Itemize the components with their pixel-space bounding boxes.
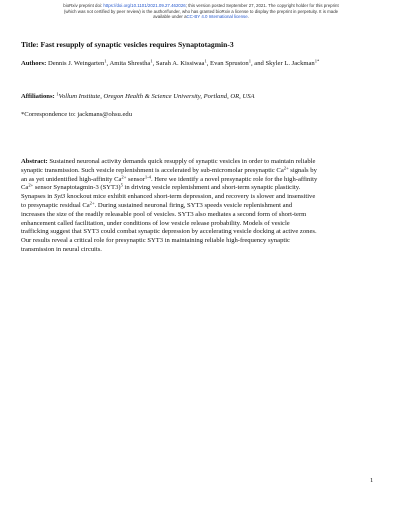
superscript: 1-4 — [144, 174, 151, 179]
banner-copyright-text: ; this version posted September 27, 2021. The copyright holder for this preprint — [185, 3, 339, 8]
affiliation-text: Vollum Institute, Oregon Health & Science University, Portland, OR, USA — [58, 93, 255, 100]
banner-license-prefix: available under a — [153, 14, 187, 20]
abstract-text: sensor — [126, 175, 145, 183]
author-affiliation-marker: 1 — [104, 58, 107, 64]
abstract-text: Synapses in — [21, 193, 54, 201]
banner-line-1 — [56, 3, 346, 9]
author-name: Evan Spruston — [210, 60, 249, 67]
affiliations-block — [21, 93, 381, 102]
author-name: Amita Shrestha — [109, 60, 151, 67]
superscript: 2+ — [283, 165, 289, 171]
abstract-text: increases the size of the readily releasable pool of vesicles. SYT3 also mediates a second form of short-term — [21, 210, 307, 218]
abstract-text: to presynaptic residual Ca — [21, 201, 90, 209]
preprint-banner — [56, 3, 346, 20]
superscript: 5 — [120, 182, 123, 188]
banner-doi-prefix: bioRxiv preprint doi: — [63, 3, 104, 8]
superscript: 2+ — [121, 174, 127, 179]
abstract-line — [21, 202, 379, 211]
author-name: Dennis J. Weingarten — [47, 60, 105, 67]
title-label: Title: — [21, 40, 39, 49]
abstract-line — [21, 211, 379, 220]
abstract-text: Sustained neuronal activity demands quick resupply of synaptic vesicles in order to maintain reliable — [47, 158, 316, 165]
abstract-line — [21, 228, 379, 237]
abstract-text: Our results reveal a critical role for presynaptic SYT3 in maintaining reliable high-frequency synaptic — [21, 237, 290, 245]
abstract-line — [21, 184, 379, 193]
abstract-text: in driving vesicle replenishment and short-term synaptic plasticity. — [122, 184, 301, 192]
author-list: Dennis J. Weingarten$^1$, Amita Shrestha$^1$, Sarah A. Kissiwaa$^1$, Evan Spruston$^1$, and Skyler L. Jackman$^{1*}$ — [47, 58, 320, 67]
banner-license-suffix: . — [247, 14, 249, 20]
abstract-line — [21, 167, 379, 176]
author-name: Sarah A. Kissiwaa — [155, 60, 205, 67]
affiliation-marker: 1 — [56, 91, 59, 97]
abstract-block — [21, 158, 379, 255]
authors-block — [21, 60, 361, 69]
abstract-text: sensor Synaptotagmin-3 (SYT3) — [33, 184, 121, 192]
banner-line-2: (which was not certified by peer review) is the author/funder, who has granted bioRxiv a license to display the preprint in perpetuity. It is made — [63, 8, 339, 14]
author-affiliation-marker: 1 — [204, 58, 207, 64]
abstract-text: . Here we identify a novel presynaptic role for the high-affinity — [150, 175, 318, 183]
abstract-text: an as yet unidentified high-affinity Ca — [21, 175, 122, 183]
authors-label: Authors: — [21, 60, 47, 67]
author-affiliation-marker: 1* — [314, 58, 320, 64]
page-number: 1 — [370, 477, 374, 484]
author-name: Skyler L. Jackman — [265, 60, 315, 67]
affiliations-label: Affiliations: — [21, 93, 55, 100]
author-affiliation-marker: 1 — [248, 58, 251, 64]
abstract-line — [21, 220, 379, 229]
abstract-text: enhancement called facilitation, under conditions of low vesicle release probability. Models of vesicle — [21, 219, 290, 227]
abstract-text: transmission in neural circuits. — [21, 245, 102, 253]
abstract-line — [21, 193, 379, 202]
abstract-text: knockout mice exhibit enhanced short-term depression, and recovery is slower and insensitive — [65, 193, 316, 201]
abstract-body — [21, 158, 379, 255]
abstract-text: . During sustained neuronal firing, SYT3 speeds vesicle replenishment and — [94, 201, 293, 209]
italic-text: Syt3 — [53, 193, 66, 201]
abstract-line — [21, 237, 379, 246]
paper-title — [21, 40, 381, 50]
abstract-line — [21, 158, 379, 167]
correspondence: *Correspondence to: jackmans@ohsu.edu — [21, 111, 132, 118]
banner-line-3 — [56, 14, 346, 20]
author-affiliation-marker: 1 — [150, 58, 153, 64]
doi-link[interactable]: https://doi.org/10.1101/2021.09.27.462026 — [103, 3, 186, 8]
license-link[interactable]: CC-BY 4.0 International license — [186, 14, 248, 20]
abstract-text: signals by — [288, 166, 317, 174]
title-text: Fast resupply of synaptic vesicles requires Synaptotagmin-3 — [38, 40, 234, 49]
abstract-text: Ca — [21, 184, 29, 192]
abstract-label: Abstract: — [21, 158, 48, 165]
superscript: 2+ — [89, 200, 95, 206]
abstract-text: synaptic transmission. Such vesicle replenishment is accelerated by sub-micromolar presynaptic Ca — [21, 166, 284, 174]
superscript: 2+ — [28, 182, 34, 188]
abstract-line — [21, 246, 379, 255]
abstract-text: trafficking suggest that SYT3 could combat synaptic depression by accelerating vesicle docking at active zones. — [21, 228, 317, 236]
